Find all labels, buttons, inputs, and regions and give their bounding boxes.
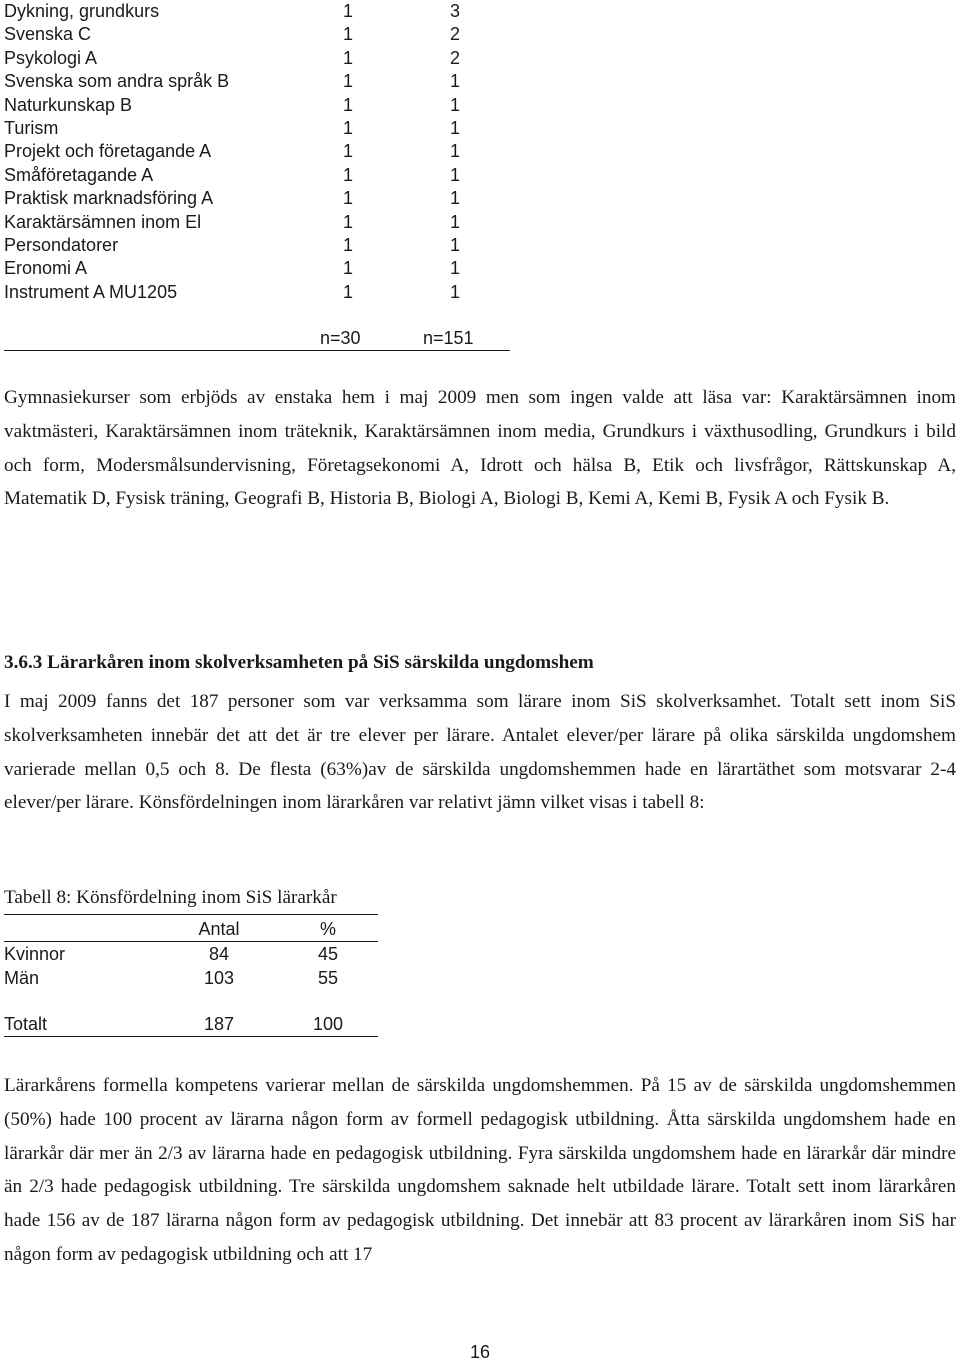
course-count-b: 2 <box>449 47 460 68</box>
row-percent: 45 <box>317 944 339 964</box>
course-count-b: 1 <box>449 234 460 255</box>
total-label: Totalt <box>4 1014 48 1034</box>
course-count-b: 1 <box>449 117 460 138</box>
course-count-a: 1 <box>342 94 353 115</box>
course-count-a: 1 <box>342 47 353 68</box>
table-row <box>4 140 524 163</box>
course-count-a: 1 <box>342 258 353 279</box>
course-count-b: 1 <box>449 188 460 209</box>
table-bottom-rule <box>4 350 510 351</box>
table-bottom-rule <box>4 1036 378 1037</box>
body-paragraph: Lärarkårens formella kompetens varierar mellan de särskilda ungdomshemmen. På 15 av de särskilda ungdomshemmen (50%) hade 100 procent av lärarna någon form av formell pedagogisk utbildning. Åtta särskilda ungdomshem hade en lärarkår där mer än 2/3 av lärarna hade en pedagogisk utbildning. Fyra särskilda ungdomshem hade en lärarkår där mindre än 2/3 hade pedagogisk utbildning. Tre särskilda ungdomshem saknade helt utbildade lärare. Totalt sett inom lärarkåren hade 156 av de 187 lärarna någon form av pedagogisk utbildning. Det innebär att 83 procent av lärarkåren inom SiS har någon form av pedagogisk utbildning och att 17 <box>4 1075 956 1265</box>
column-header-antal: Antal <box>198 919 240 939</box>
course-count-b: 3 <box>449 1 460 21</box>
table-row <box>4 211 524 234</box>
course-name: Dykning, grundkurs <box>4 1 160 21</box>
course-name: Persondatorer <box>4 234 119 255</box>
column-header-percent: % <box>319 919 336 939</box>
course-count-a: 1 <box>342 117 353 138</box>
course-count-b: 1 <box>449 211 460 232</box>
row-label: Män <box>4 968 40 988</box>
row-label: Kvinnor <box>4 944 66 964</box>
course-count-a: 1 <box>342 234 353 255</box>
course-count-a: 1 <box>342 24 353 45</box>
course-count-a: 1 <box>342 164 353 185</box>
course-count-b: 1 <box>449 258 460 279</box>
n-total-a: n=30 <box>320 328 361 348</box>
course-name: Turism <box>4 117 59 138</box>
course-name: Karaktärsämnen inom El <box>4 211 202 232</box>
table-row <box>4 234 524 257</box>
header-rule <box>4 941 378 942</box>
course-name: Psykologi A <box>4 47 98 68</box>
table-row <box>4 164 524 187</box>
row-antal: 84 <box>208 944 230 964</box>
table-row <box>4 257 524 280</box>
row-percent: 55 <box>317 968 339 988</box>
course-count-a: 1 <box>342 281 353 302</box>
body-paragraph: I maj 2009 fanns det 187 personer som var verksamma som lärare inom SiS skolverksamhet. Totalt sett inom SiS skolverksamheten innebär det att det är tre elever per lärare. Antalet elever/per lärare på olika särskilda ungdomshem varierade mellan 0,5 och 8. De flesta (63%)av de särskilda ungdomshemmen hade en lärartäthet som motsvarar 2-4 elever/per lärare. Könsfördelningen inom lärarkåren var relativt jämn vilket visas i tabell 8: <box>4 691 956 814</box>
table-row <box>4 0 524 23</box>
course-name: Praktisk marknadsföring A <box>4 188 214 209</box>
table-row <box>4 70 524 93</box>
course-name: Svenska C <box>4 24 92 45</box>
course-name: Projekt och företagande A <box>4 141 212 162</box>
course-count-b: 1 <box>449 94 460 115</box>
page-number: 16 <box>469 1342 491 1362</box>
body-paragraph: Gymnasiekurser som erbjöds av enstaka hem i maj 2009 men som ingen valde att läsa var: Karaktärsämnen inom vaktmästeri, Karaktärsämnen inom träteknik, Karaktärsämnen inom media, Grundkurs i växthusodling, Grundkurs i bild och form, Modersmålsundervisning, Företagsekonomi A, Idrott och hälsa B, Etik och livsfrågor, Rättskunskap A, Matematik D, Fysisk träning, Geografi B, Historia B, Biologi A, Biologi B, Kemi A, Kemi B, Fysik A och Fysik B. <box>4 387 956 510</box>
table-row <box>4 187 524 210</box>
table-row <box>4 23 524 46</box>
total-percent: 100 <box>312 1014 344 1034</box>
section-heading: 3.6.3 Lärarkåren inom skolverksamheten på SiS särskilda ungdomshem <box>4 652 594 673</box>
n-total-b: n=151 <box>423 328 474 348</box>
course-name: Instrument A MU1205 <box>4 281 178 302</box>
table-row <box>4 281 524 304</box>
course-count-b: 1 <box>449 71 460 92</box>
row-antal: 103 <box>203 968 235 988</box>
course-table-totals <box>4 328 510 351</box>
course-count-b: 1 <box>449 141 460 162</box>
course-count-a: 1 <box>342 211 353 232</box>
course-count-a: 1 <box>342 1 353 21</box>
course-count-a: 1 <box>342 141 353 162</box>
total-antal: 187 <box>203 1014 235 1034</box>
course-count-a: 1 <box>342 188 353 209</box>
table-top-rule <box>4 914 378 915</box>
course-name: Eronomi A <box>4 258 88 279</box>
table-row <box>4 117 524 140</box>
course-count-a: 1 <box>342 71 353 92</box>
table-row <box>4 47 524 70</box>
course-name: Svenska som andra språk B <box>4 71 230 92</box>
table-caption: Tabell 8: Könsfördelning inom SiS lärarkår <box>4 887 337 908</box>
course-table <box>4 0 524 304</box>
course-count-b: 1 <box>449 164 460 185</box>
course-name: Naturkunskap B <box>4 94 133 115</box>
table-row <box>4 94 524 117</box>
course-count-b: 2 <box>449 24 460 45</box>
course-name: Småföretagande A <box>4 164 154 185</box>
course-count-b: 1 <box>449 281 460 302</box>
